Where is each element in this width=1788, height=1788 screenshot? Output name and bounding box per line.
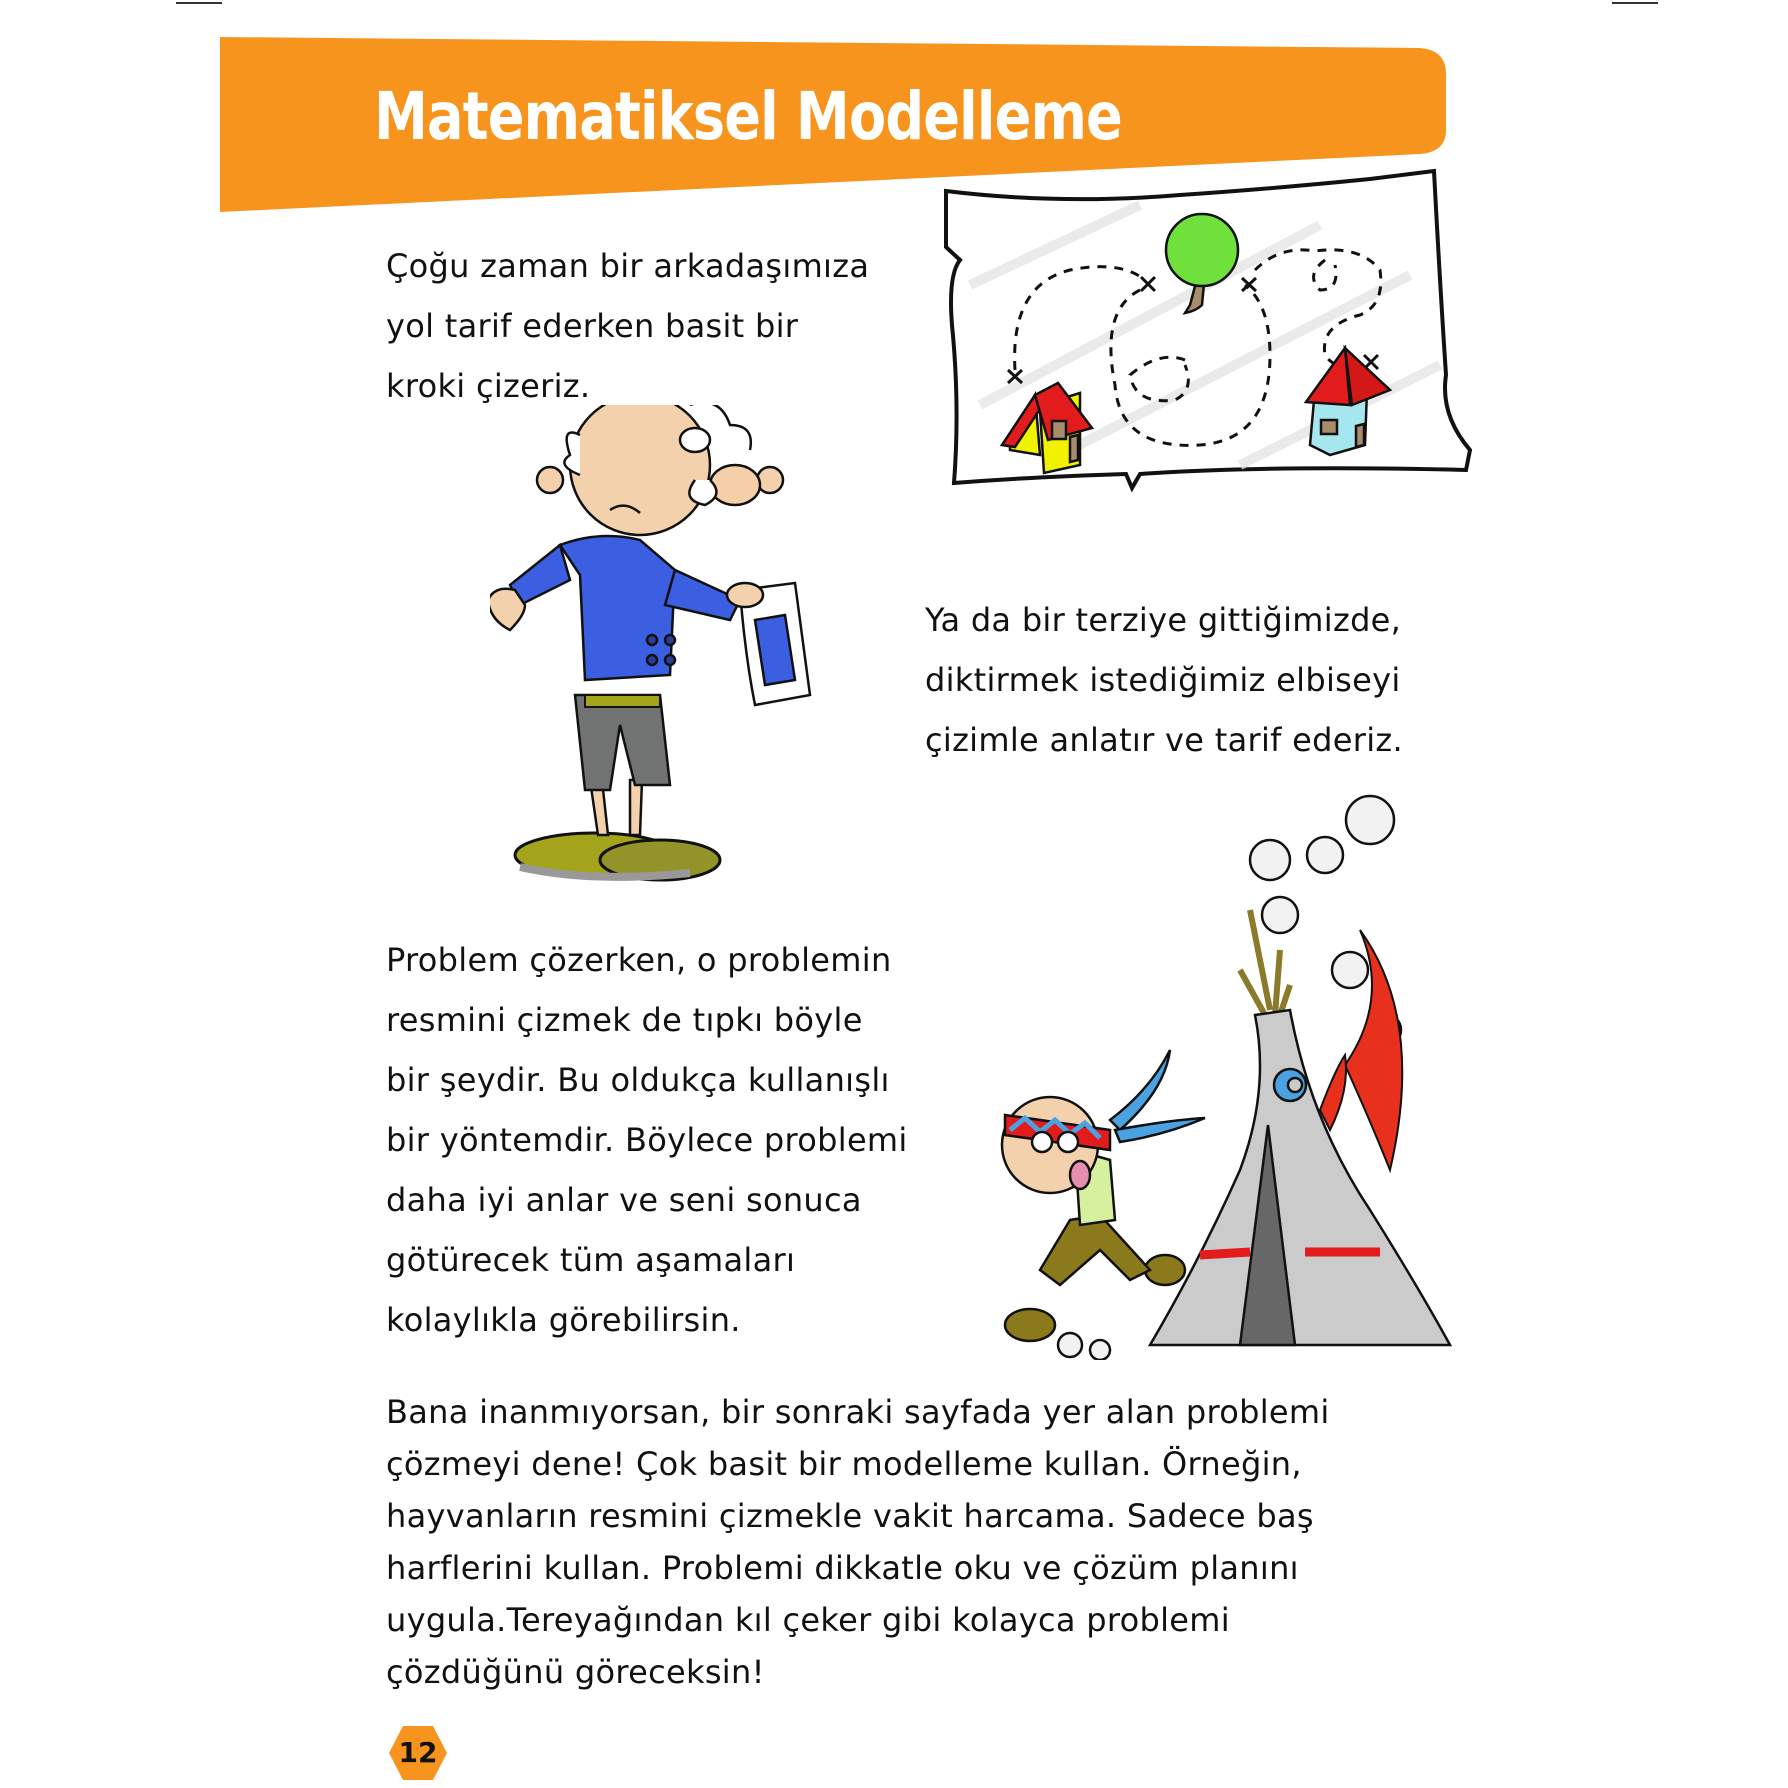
belt xyxy=(585,695,660,707)
paragraph-tailor xyxy=(925,590,1403,770)
text-line: bir yöntemdir. Böylece problemi xyxy=(386,1121,908,1159)
teepee xyxy=(1150,1010,1450,1345)
page-number: 12 xyxy=(398,1736,438,1769)
page-number-badge xyxy=(388,1724,448,1782)
tailor-illustration xyxy=(490,405,860,895)
text-line: kolaylıkla görebilirsin. xyxy=(386,1301,741,1339)
legs xyxy=(575,695,670,835)
text-line: daha iyi anlar ve seni sonuca xyxy=(386,1181,862,1219)
text-line: Problem çözerken, o problemin xyxy=(386,941,892,979)
paragraph-problem xyxy=(386,930,908,1350)
page-title: Matematiksel Modelleme xyxy=(374,78,1122,155)
paragraph-intro xyxy=(386,236,869,416)
paragraph-closing xyxy=(386,1386,1330,1698)
text-line: uygula.Tereyağından kıl çeker gibi kolayca problemi xyxy=(386,1601,1230,1639)
text-line: çözmeyi dene! Çok basit bir modelleme kullan. Örneğin, xyxy=(386,1445,1302,1483)
left-hand xyxy=(490,589,525,630)
map-illustration xyxy=(940,165,1480,550)
text-line: harflerini kullan. Problemi dikkatle oku ve çözüm planını xyxy=(386,1549,1299,1587)
text-line: yol tarif ederken basit bir xyxy=(386,307,799,345)
text-line: resmini çizmek de tıpkı böyle xyxy=(386,1001,863,1039)
jacket xyxy=(510,536,740,680)
teepee-illustration xyxy=(950,790,1460,1360)
text-line: Çoğu zaman bir arkadaşımıza xyxy=(386,247,870,285)
running-boy xyxy=(1002,1050,1205,1341)
text-line: diktirmek istediğimiz elbiseyi xyxy=(925,661,1401,699)
text-line: bir şeydir. Bu oldukça kullanışlı xyxy=(386,1061,890,1099)
text-line: hayvanların resmini çizmekle vakit harcama. Sadece baş xyxy=(386,1497,1314,1535)
head xyxy=(537,405,783,535)
shoes xyxy=(515,833,720,880)
text-line: Ya da bir terziye gittiğimizde, xyxy=(925,601,1402,639)
text-line: çizimle anlatır ve tarif ederiz. xyxy=(925,721,1403,759)
text-line: çözdüğünü göreceksin! xyxy=(386,1653,765,1691)
jacket-drawing-paper xyxy=(727,583,810,705)
text-line: Bana inanmıyorsan, bir sonraki sayfada yer alan problemi xyxy=(386,1393,1330,1431)
text-line: götürecek tüm aşamaları xyxy=(386,1241,796,1279)
text-line: kroki çizeriz. xyxy=(386,367,591,405)
